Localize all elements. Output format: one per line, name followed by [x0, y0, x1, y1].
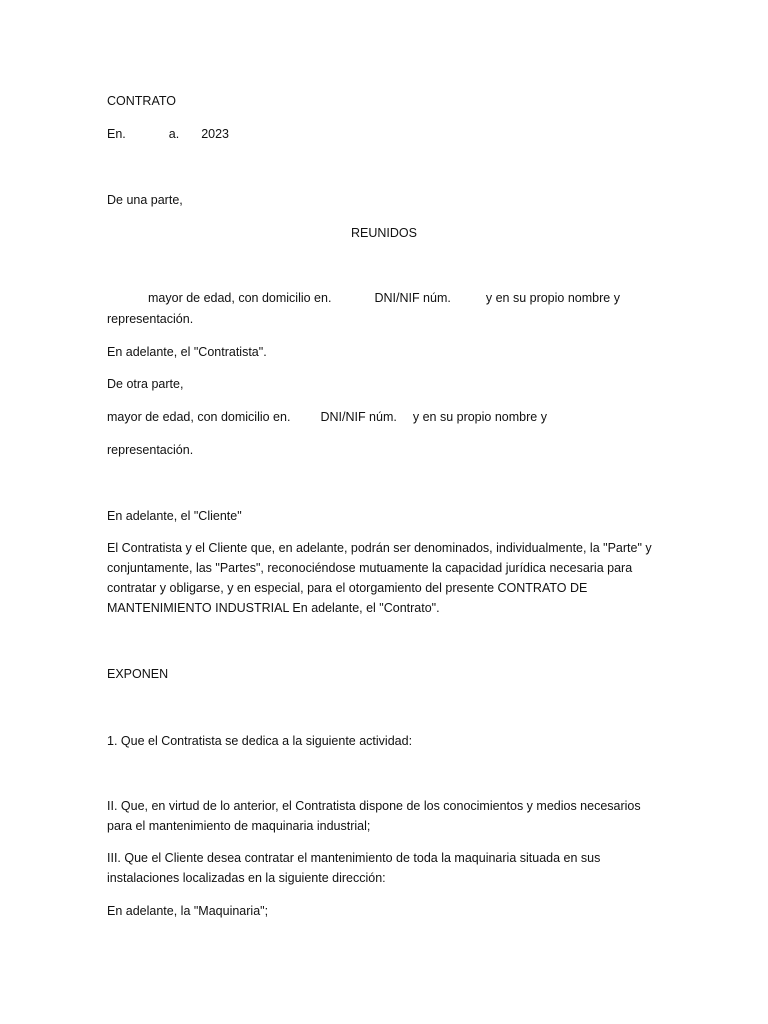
party2-line1	[107, 407, 547, 427]
party2-domicile: mayor de edad, con domicilio en.	[107, 410, 291, 424]
parties-paragraph: El Contratista y el Cliente que, en adelante, podrán ser denominados, individualmente, la "Parte" y conjuntamente, las "Partes", reconociéndose mutuamente la capacidad jurídica necesaria para contratar y obligarse, y en especial, para el otorgamiento del presente CONTRATO DE MANTENIMIENTO INDUSTRIAL En adelante, el "Contrato".	[107, 541, 652, 615]
document-title: CONTRATO	[107, 94, 176, 108]
party1-dni: DNI/NIF núm.	[374, 291, 451, 305]
place-date-prefix: En.	[107, 127, 126, 141]
party2-dni: DNI/NIF núm.	[320, 410, 397, 424]
party2-alias: En adelante, el "Cliente"	[107, 509, 242, 523]
exponen-item-2: II. Que, en virtud de lo anterior, el Contratista dispone de los conocimientos y medios necesarios para el mantenimiento de maquinaria industrial;	[107, 799, 641, 833]
party1-line1	[148, 288, 620, 308]
place-date-line	[107, 124, 229, 144]
first-party-intro: De una parte,	[107, 193, 183, 207]
party2-representation: y en su propio nombre y	[412, 410, 547, 424]
party1-line2: representación.	[107, 312, 194, 326]
exponen-heading: EXPONEN	[107, 667, 169, 681]
second-party-intro: De otra parte,	[107, 377, 184, 391]
party1-representation: y en su propio nombre y	[485, 291, 620, 305]
place-date-middle: a.	[168, 127, 180, 141]
exponen-item-1: 1. Que el Contratista se dedica a la siguiente actividad:	[107, 734, 413, 748]
maquinaria-alias: En adelante, la "Maquinaria";	[107, 904, 269, 918]
party2-line2: representación.	[107, 443, 194, 457]
place-date-year: 2023	[201, 127, 230, 141]
reunidos-heading: REUNIDOS	[351, 226, 417, 240]
exponen-item-3: III. Que el Cliente desea contratar el mantenimiento de toda la maquinaria situada en sus instalaciones localizadas en la siguiente dirección:	[107, 851, 601, 885]
party1-alias: En adelante, el "Contratista".	[107, 345, 267, 359]
party1-domicile: mayor de edad, con domicilio en.	[148, 291, 332, 305]
